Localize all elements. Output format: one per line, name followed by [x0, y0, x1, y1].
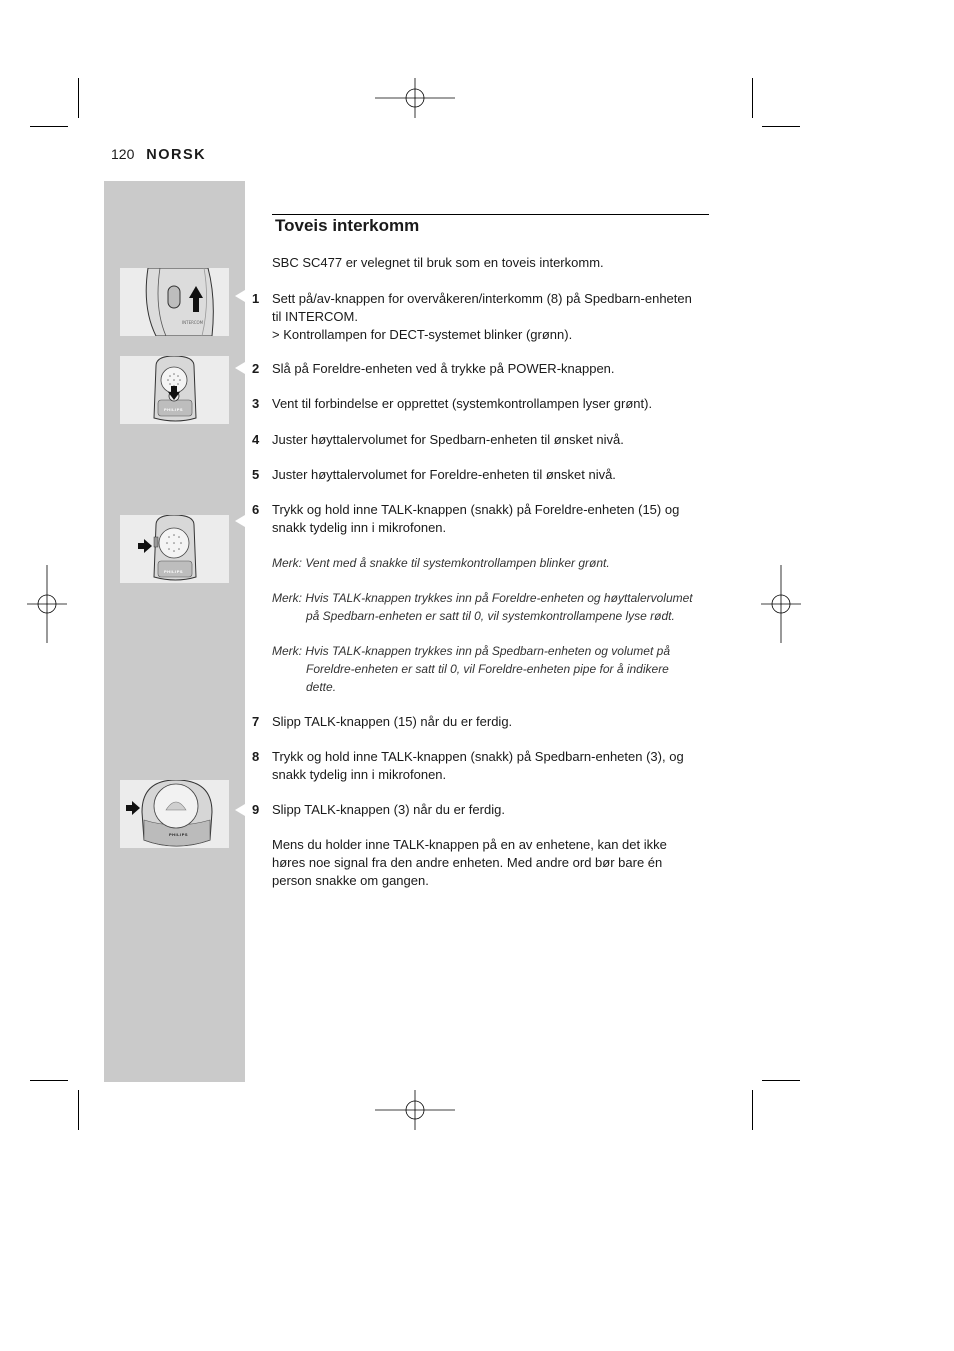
step-line: snakk tydelig inn i mikrofonen.: [272, 520, 447, 535]
page-header: [111, 146, 206, 163]
page-number: 120: [111, 146, 135, 162]
step-number: 8: [252, 749, 260, 764]
step-text: Slå på Foreldre-enheten ved å trykke på POWER-knappen.: [272, 361, 615, 376]
crop-mark: [78, 1090, 79, 1130]
crop-mark: [78, 78, 79, 118]
note: [272, 554, 709, 572]
step-text: Vent til forbindelse er opprettet (systemkontrollampen lyser grønt).: [272, 396, 653, 411]
registration-mark-icon: [27, 565, 67, 643]
brand-logo: PHILIPS: [169, 832, 189, 837]
image-pointer: [235, 515, 245, 527]
image-pointer: [235, 804, 245, 816]
closing-line: Mens du holder inne TALK-knappen på en av enhetene, kan det ikke: [272, 837, 667, 852]
step-number: 9: [252, 802, 260, 817]
crop-mark: [30, 126, 68, 127]
step-text: [272, 748, 709, 784]
baby-unit-side-switch-image: [120, 268, 229, 336]
intro-text: SBC SC477 er velegnet til bruk som en toveis interkomm.: [272, 255, 604, 270]
step-text: [272, 501, 709, 537]
crop-mark: [762, 126, 800, 127]
step-number: 1: [252, 291, 260, 306]
image-pointer: [235, 362, 245, 374]
baby-unit-talk-image: [120, 780, 229, 848]
crop-mark: [752, 1090, 753, 1130]
note-line: Merk: Vent med å snakke til systemkontrollampen blinker grønt.: [272, 556, 610, 570]
note-line: Foreldre-enheten er satt til 0, vil Foreldre-enheten pipe for å indikere: [306, 662, 669, 676]
section-title: Toveis interkomm: [275, 216, 420, 235]
step-number: 6: [252, 502, 260, 517]
svg-text:INTERCOM: INTERCOM: [182, 320, 204, 325]
step-line: Trykk og hold inne TALK-knappen (snakk) på Foreldre-enheten (15) og: [272, 502, 680, 517]
closing-paragraph: [272, 836, 709, 890]
registration-mark-icon: [375, 78, 455, 118]
brand-logo: PHILIPS: [164, 407, 184, 412]
step-number: 3: [252, 396, 260, 411]
closing-line: høres noe signal fra den andre enheten. Med andre ord bør bare én: [272, 855, 663, 870]
note-line: dette.: [306, 680, 337, 694]
step-text: [272, 290, 709, 344]
registration-mark-icon: [375, 1090, 455, 1130]
registration-mark-icon: [761, 565, 801, 643]
crop-mark: [30, 1080, 68, 1081]
arrow-right-icon: [126, 801, 140, 815]
note: [272, 642, 709, 696]
parent-unit-talk-image: [120, 515, 229, 583]
step-text: Juster høyttalervolumet for Spedbarn-enheten til ønsket nivå.: [272, 432, 624, 447]
step-result: > Kontrollampen for DECT-systemet blinker (grønn).: [272, 327, 573, 342]
crop-mark: [752, 78, 753, 118]
step-number: 7: [252, 714, 260, 729]
note: [272, 589, 709, 625]
arrow-right-icon: [138, 539, 152, 553]
step-line: Sett på/av-knappen for overvåkeren/interkomm (8) på Spedbarn-enheten: [272, 291, 692, 306]
step-text: Juster høyttalervolumet for Foreldre-enheten til ønsket nivå.: [272, 467, 616, 482]
note-line: på Spedbarn-enheten er satt til 0, vil systemkontrollampene lyse rødt.: [306, 609, 675, 623]
image-pointer: [235, 290, 245, 302]
step-line: Trykk og hold inne TALK-knappen (snakk) på Spedbarn-enheten (3), og: [272, 749, 684, 764]
note-line: Merk: Hvis TALK-knappen trykkes inn på Spedbarn-enheten og volumet på: [272, 644, 670, 658]
step-text: Slipp TALK-knappen (3) når du er ferdig.: [272, 802, 505, 817]
note-line: Merk: Hvis TALK-knappen trykkes inn på Foreldre-enheten og høyttalervolumet: [272, 591, 693, 605]
step-line: snakk tydelig inn i mikrofonen.: [272, 767, 447, 782]
step-number: 2: [252, 361, 260, 376]
step-number: 5: [252, 467, 260, 482]
language-label: NORSK: [146, 147, 207, 163]
closing-line: person snakke om gangen.: [272, 873, 429, 888]
step-text: Slipp TALK-knappen (15) når du er ferdig.: [272, 714, 513, 729]
crop-mark: [762, 1080, 800, 1081]
title-rule: [272, 214, 709, 215]
step-number: 4: [252, 432, 260, 447]
parent-unit-power-image: [120, 356, 229, 424]
brand-logo: PHILIPS: [164, 569, 184, 574]
step-line: til INTERCOM.: [272, 309, 358, 324]
